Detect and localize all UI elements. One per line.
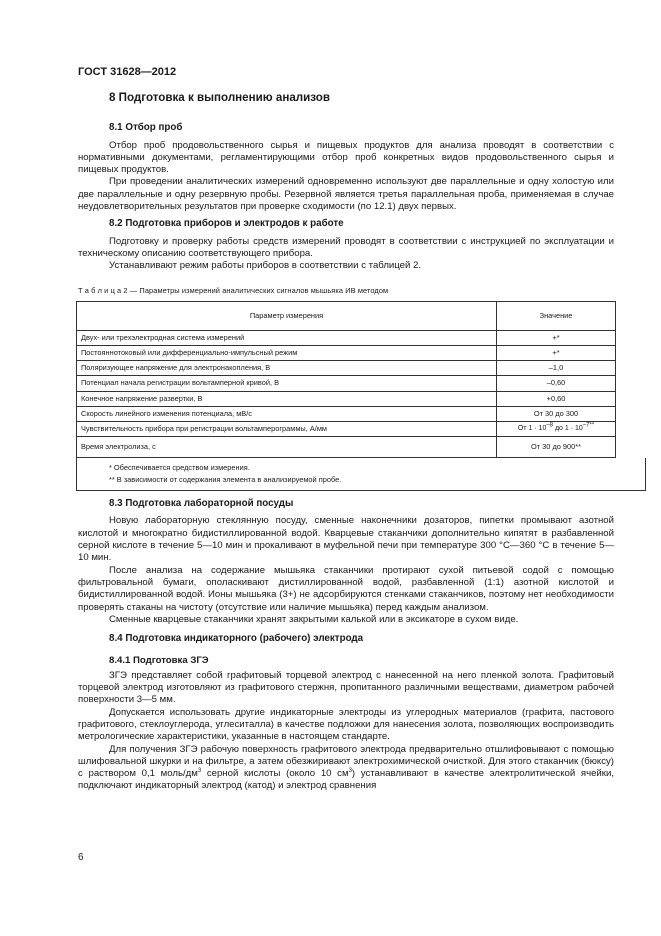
- paragraph-text: ) устанавливают в качестве электролитической ячейки, подключают индикаторный электрод (катод) и электрод сравнения: [78, 768, 614, 792]
- parameters-table: [76, 301, 616, 458]
- cell-parameter: Скорость линейного изменения потенциала, мВ/с: [77, 406, 497, 421]
- table-row: [77, 330, 616, 345]
- value-exponent: –8: [546, 422, 554, 429]
- cell-value: +*: [497, 330, 616, 345]
- paragraph: Сменные кварцевые стаканчики хранят закрытыми калькой или в эксикаторе в сухом виде.: [109, 613, 519, 625]
- cell-value: От 30 до 300: [497, 406, 616, 421]
- value-exponent: –7**: [582, 422, 595, 429]
- section-8-4-1-title: 8.4.1 Подготовка ЗГЭ: [109, 655, 209, 667]
- table-note: * Обеспечивается средством измерения.: [109, 463, 250, 473]
- table-caption: Т а б л и ц а 2 — Параметры измерений аналитических сигналов мышьяка ИВ методом: [78, 285, 389, 295]
- paragraph: После анализа на содержание мышьяка стаканчики протирают сухой питьевой содой с помощью фильтровальной бумаги, ополаскивают дистиллированной водой, разбавленной (1:1) азотной кислотой и бидистиллированной водой. Ионы мышьяка (3+) не адсорбируются стенками стаканчиков, поэтому нет необходимости проверять стаканы на чистоту (отсутствие или наличие мышьяка) перед каждым анализом.: [78, 564, 614, 613]
- cell-value: –0,60: [497, 376, 616, 391]
- superscript: 3: [348, 767, 352, 774]
- value-text: От 1 · 10: [517, 424, 547, 432]
- section-8-2-title: 8.2 Подготовка приборов и электродов к работе: [109, 218, 344, 230]
- paragraph: Новую лабораторную стеклянную посуду, сменные наконечники дозаторов, пипетки промывают азотной кислотой и многократно бидистиллированной водой. Кварцевые стаканчики дополнительно кипятят в разбавленной серной кислоте в течение 5—10 мин и прокаливают в муфельной печи при температуре 300 °С—360 °С в течение 5—10 мин.: [78, 515, 614, 564]
- table-notes: [76, 458, 646, 491]
- column-header-parameter: Параметр измерения: [77, 301, 497, 330]
- table-row: [77, 391, 616, 406]
- cell-parameter: Время электролиза, с: [77, 437, 497, 458]
- page-number: 6: [78, 852, 84, 863]
- document-header-id: ГОСТ 31628—2012: [78, 66, 177, 78]
- paragraph: Устанавливают режим работы приборов в соответствии с таблицей 2.: [109, 260, 422, 272]
- paragraph: ЗГЭ представляет собой графитовый торцевой электрод с нанесенной на него пленкой золота. Графитовый торцевой электрод изготовляют из графитового стержня, пропитанного различными веществами, диаметром рабочей поверхности 3—5 мм.: [78, 669, 614, 706]
- cell-value: –1,0: [497, 361, 616, 376]
- cell-parameter: Постояннотоковый или дифференциально-импульсный режим: [77, 346, 497, 361]
- table-row: [77, 421, 616, 436]
- value-text: до 1 · 10: [553, 424, 583, 432]
- paragraph: Допускается использовать другие индикаторные электроды из углеродных материалов (графита, пастового графитового, стеклоуглерода, углеситалла) в качестве подложки для нанесения золота, позволяющих воспроизводить метрологические характеристики, указанные в настоящем стандарте.: [78, 706, 614, 743]
- table-header-row: [77, 301, 616, 330]
- column-header-value: Значение: [497, 301, 616, 330]
- cell-parameter: Конечное напряжение развертки, В: [77, 391, 497, 406]
- paragraph-text: Для получения ЗГЭ рабочую поверхность графитового электрода предварительно отшлифовывают с помощью шлифовальной шкурки и на фильтре, а затем обезжиривают электрохимической очисткой. Для этого стаканчик (бюксу) с раствором 0,1 моль/дм: [78, 743, 614, 780]
- table-row: [77, 346, 616, 361]
- paragraph: При проведении аналитических измерений одновременно используют две параллельные и одну холостую или две параллельные и одну резервную пробы. Резервной является третья параллельная проба, применяемая в случае неудовлетворительных результатов при проверке сходимости (по 12.1) двух первых.: [78, 176, 614, 213]
- cell-parameter: Чувствительность прибора при регистрации вольтамперограммы, А/мм: [77, 421, 497, 436]
- table-row: [77, 406, 616, 421]
- cell-value: От 30 до 900**: [497, 437, 616, 458]
- paragraph-text: серной кислоты (около 10 см: [201, 768, 349, 780]
- table-row: [77, 376, 616, 391]
- cell-parameter: Потенциал начала регистрации вольтамперной кривой, В: [77, 376, 497, 391]
- section-8-title: 8 Подготовка к выполнению анализов: [109, 91, 330, 104]
- cell-parameter: Двух- или трехэлектродная система измерений: [77, 330, 497, 345]
- cell-value: [497, 421, 616, 436]
- table-note: ** В зависимости от содержания элемента в анализируемой пробе.: [109, 475, 342, 485]
- cell-value: +*: [497, 346, 616, 361]
- document-body: [78, 92, 614, 793]
- cell-value: +0,60: [497, 391, 616, 406]
- paragraph: Отбор проб продовольственного сырья и пищевых продуктов для анализа проводят в соответствии с нормативными документами, регламентирующими отбор проб конкретных видов продовольственного сырья и пищевых продуктов.: [78, 139, 614, 176]
- table-row: [77, 361, 616, 376]
- section-8-1-title: 8.1 Отбор проб: [109, 122, 183, 134]
- section-8-4-title: 8.4 Подготовка индикаторного (рабочего) электрода: [109, 633, 364, 645]
- paragraph: Подготовку и проверку работы средств измерений проводят в соответствии с инструкцией по эксплуатации и техническому описанию соответствующего прибора.: [78, 235, 614, 259]
- paragraph: [78, 744, 614, 793]
- table-row: [77, 437, 616, 458]
- superscript: 3: [197, 767, 202, 774]
- cell-parameter: Поляризующее напряжение для электронакопления, В: [77, 361, 497, 376]
- section-8-3-title: 8.3 Подготовка лабораторной посуды: [109, 498, 294, 510]
